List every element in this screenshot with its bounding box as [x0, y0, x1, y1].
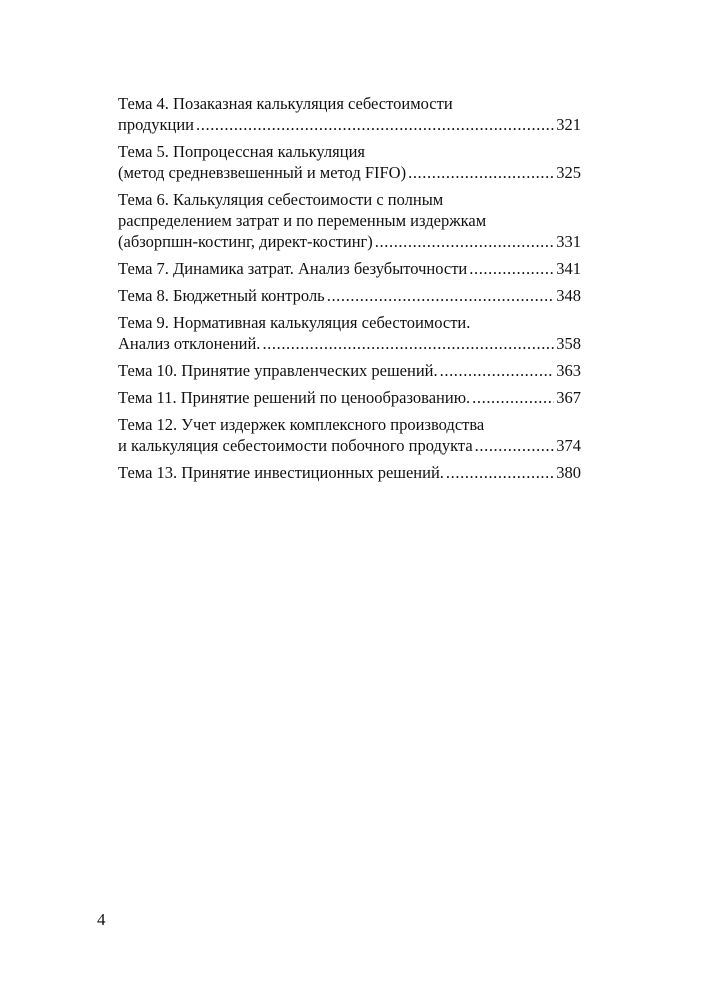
- toc-entry-topic-12[interactable]: [118, 414, 581, 456]
- toc-entry-text: Тема 11. Принятие решений по ценообразованию.: [118, 388, 471, 407]
- toc-entry-topic-7[interactable]: [118, 258, 581, 279]
- dot-leader: [327, 285, 555, 306]
- toc-entry-text: Тема 12. Учет издержек комплексного производства: [118, 415, 485, 434]
- toc-entry-leader-line: [118, 162, 581, 183]
- toc-entry-topic-6[interactable]: [118, 189, 581, 252]
- dot-leader: [408, 162, 554, 183]
- toc-entry-topic-11[interactable]: [118, 387, 581, 408]
- toc-page-number: 341: [556, 259, 581, 278]
- toc-entry-topic-10[interactable]: [118, 360, 581, 381]
- dot-leader: [446, 462, 554, 483]
- toc-entry-topic-9[interactable]: [118, 312, 581, 354]
- toc-page-number: 358: [556, 334, 581, 353]
- toc-entry-leader-line: [118, 462, 581, 483]
- toc-page-number: 363: [556, 361, 581, 380]
- toc-entry-text: (метод средневзвешенный и метод FIFO): [118, 163, 407, 182]
- toc-entry-topic-4[interactable]: [118, 93, 581, 135]
- table-of-contents: [118, 93, 581, 489]
- toc-page-number: 380: [556, 463, 581, 482]
- toc-entry-leader-line: [118, 231, 581, 252]
- toc-entry-leader-line: [118, 387, 581, 408]
- toc-entry-text: Тема 8. Бюджетный контроль: [118, 286, 325, 305]
- toc-entry-text: Тема 4. Позаказная калькуляция себестоимости: [118, 94, 453, 113]
- toc-entry-text: Тема 9. Нормативная калькуляция себестоимости.: [118, 313, 471, 332]
- toc-entry-text: Анализ отклонений.: [118, 334, 261, 353]
- toc-page-number: 374: [556, 436, 581, 455]
- toc-entry-text: продукции: [118, 115, 195, 134]
- toc-entry-leader-line: [118, 333, 581, 354]
- dot-leader: [475, 435, 555, 456]
- dot-leader: [440, 360, 555, 381]
- toc-entry-text: Тема 6. Калькуляция себестоимости с полным: [118, 190, 444, 209]
- toc-entry-topic-8[interactable]: [118, 285, 581, 306]
- toc-entry-text: Тема 10. Принятие управленческих решений.: [118, 361, 438, 380]
- toc-entry-leader-line: [118, 258, 581, 279]
- toc-entry-text: Тема 13. Принятие инвестиционных решений.: [118, 463, 444, 482]
- toc-page-number: 331: [556, 232, 581, 251]
- toc-entry-leader-line: [118, 360, 581, 381]
- toc-entry-text: Тема 5. Попроцессная калькуляция: [118, 142, 366, 161]
- toc-entry-leader-line: [118, 435, 581, 456]
- toc-page-number: 325: [556, 163, 581, 182]
- toc-entry-text: (абзорпшн-костинг, директ-костинг): [118, 232, 373, 251]
- dot-leader: [262, 333, 554, 354]
- dot-leader: [375, 231, 554, 252]
- toc-entry-leader-line: [118, 285, 581, 306]
- toc-entry-topic-13[interactable]: [118, 462, 581, 483]
- toc-entry-text: и калькуляция себестоимости побочного продукта: [118, 436, 473, 455]
- dot-leader: [469, 258, 554, 279]
- toc-entry-leader-line: [118, 114, 581, 135]
- toc-page-number: 348: [556, 286, 581, 305]
- page-number: 4: [97, 910, 106, 929]
- toc-entry-topic-5[interactable]: [118, 141, 581, 183]
- toc-entry-text: распределением затрат и по переменным издержкам: [118, 211, 487, 230]
- dot-leader: [196, 114, 554, 135]
- toc-page-number: 321: [556, 115, 581, 134]
- toc-page-number: 367: [556, 388, 581, 407]
- dot-leader: [472, 387, 554, 408]
- toc-entry-text: Тема 7. Динамика затрат. Анализ безубыточности: [118, 259, 468, 278]
